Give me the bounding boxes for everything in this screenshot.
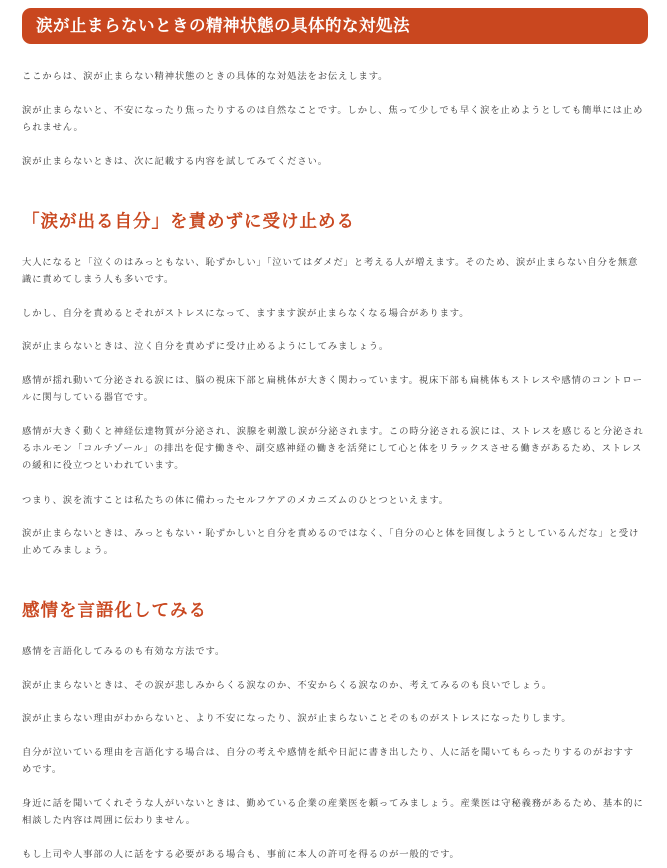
- section2-paragraph-1: 感情を言語化してみるのも有効な方法です。: [22, 646, 226, 657]
- section1-paragraph-1: 大人になると「泣くのはみっともない、恥ずかしい」「泣いてはダメだ」と考える人が増えます。そのため、涙が止まらない自分を無意識に責めてしまう人も多いです。: [22, 257, 639, 285]
- section2-paragraph-2: 涙が止まらないときは、その涙が悲しみからくる涙なのか、不安からくる涙なのか、考えてみるのも良いでしょう。: [22, 680, 553, 691]
- section2-paragraph-6: もし上司や人事部の人に話をする必要がある場合も、事前に本人の許可を得るのが一般的です。: [22, 849, 460, 860]
- section2-paragraph-4: 自分が泣いている理由を言語化する場合は、自分の考えや感情を紙や日記に書き出したり、人に話を聞いてもらったりするのがおすすめです。: [22, 747, 634, 775]
- intro-paragraph-2: 涙が止まらないと、不安になったり焦ったりするのは自然なことです。しかし、焦って少しでも早く涙を止めようとしても簡単には止められません。: [22, 105, 644, 133]
- section1-paragraph-4: 感情が揺れ動いて分泌される涙には、脳の視床下部と扁桃体が大きく関わっています。視床下部も扁桃体もストレスや感情のコントロールに関与している器官です。: [22, 375, 643, 403]
- section-heading-verbalize: 感情を言語化してみる: [22, 601, 207, 621]
- section2-paragraph-3: 涙が止まらない理由がわからないと、より不安になったり、涙が止まらないことそのものがストレスになったりします。: [22, 713, 572, 724]
- section2-paragraph-5: 身近に話を聞いてくれそうな人がいないときは、勤めている企業の産業医を頼ってみましょう。産業医は守秘義務があるため、基本的に相談した内容は周囲に伝わりません。: [22, 798, 644, 826]
- section1-paragraph-6: つまり、涙を流すことは私たちの体に備わったセルフケアのメカニズムのひとつといえます。: [22, 495, 449, 506]
- section1-paragraph-2: しかし、自分を責めるとそれがストレスになって、ますます涙が止まらなくなる場合があります。: [22, 308, 470, 319]
- section-banner: [22, 8, 648, 44]
- intro-paragraph-3: 涙が止まらないときは、次に記載する内容を試してみてください。: [22, 156, 328, 167]
- section1-paragraph-5: 感情が大きく動くと神経伝達物質が分泌され、涙腺を刺激し涙が分泌されます。この時分泌される涙には、ストレスを感じると分泌されるホルモン「コルチゾール」の排出を促す働きや、副交感神経の働きを活発にして心と体をリラックスさせる働きがあるため、ストレスの緩和に役立つといわれています。: [22, 426, 644, 471]
- section-heading-accept-tears: 「涙が出る自分」を責めずに受け止める: [22, 212, 355, 232]
- section1-paragraph-7: 涙が止まらないときは、みっともない・恥ずかしいと自分を責めるのではなく、「自分の心と体を回復しようとしているんだな」と受け止めてみましょう。: [22, 528, 640, 556]
- section1-paragraph-3: 涙が止まらないときは、泣く自分を責めずに受け止めるようにしてみましょう。: [22, 341, 390, 352]
- banner-title: 涙が止まらないときの精神状態の具体的な対処法: [36, 16, 410, 35]
- intro-paragraph-1: ここからは、涙が止まらない精神状態のときの具体的な対処法をお伝えします。: [22, 71, 389, 82]
